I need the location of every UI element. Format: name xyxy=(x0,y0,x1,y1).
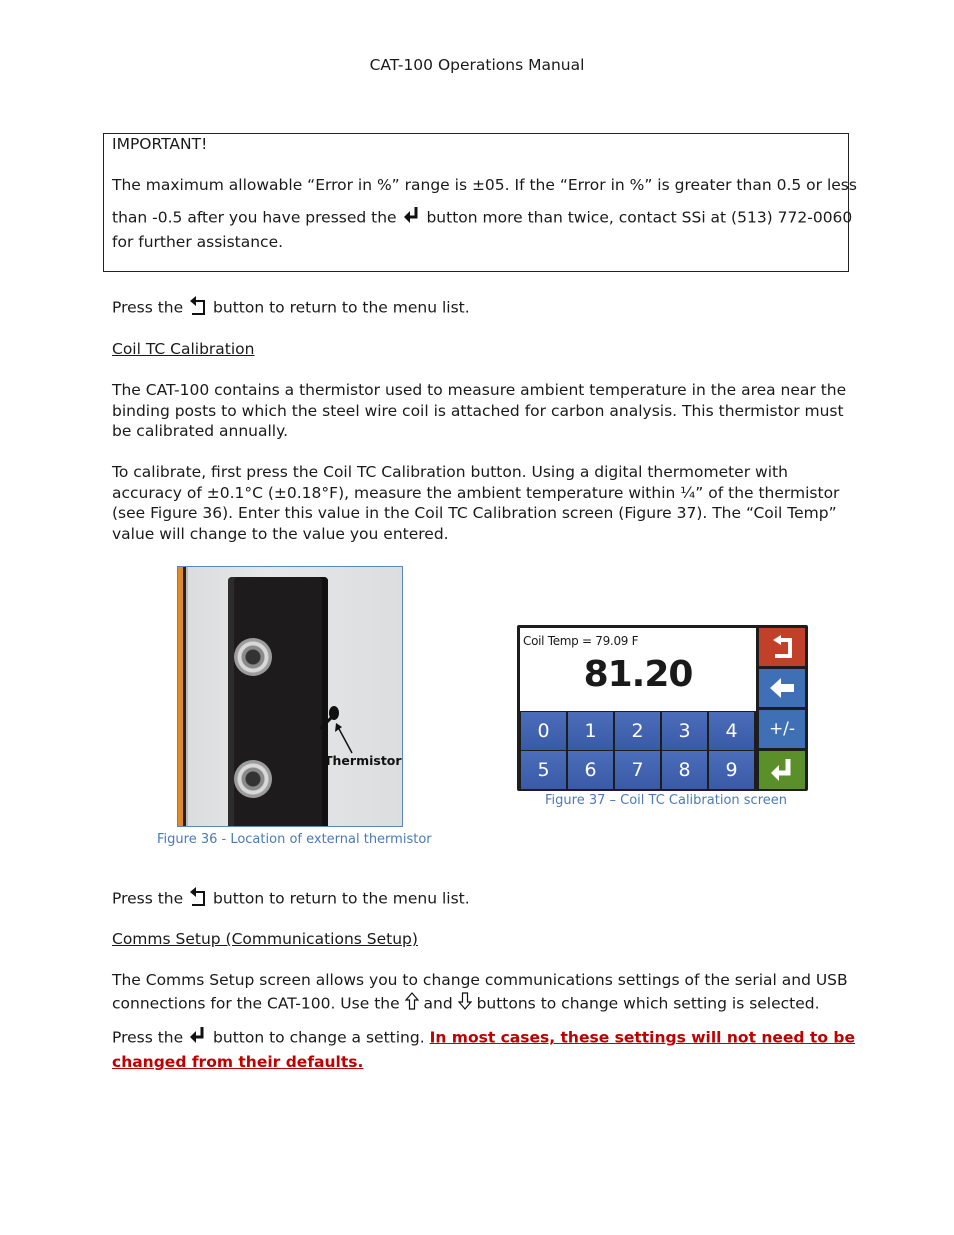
important-line-1: The maximum allowable “Error in %” range is ±05. If the “Error in %” is greater than 0.5 or less xyxy=(112,176,857,194)
key-1[interactable]: 1 xyxy=(568,712,613,750)
figure-37-caption: Figure 37 – Coil TC Calibration screen xyxy=(545,793,787,808)
thermistor-label: Thermistor xyxy=(324,753,402,768)
coil-tc-heading: Coil TC Calibration xyxy=(112,340,255,358)
press-return-2b: button to return to the menu list. xyxy=(213,889,470,908)
comms-press-b: button to change a setting. xyxy=(213,1028,425,1047)
enter-icon xyxy=(188,1025,208,1051)
binding-post-top xyxy=(234,638,272,676)
comms-line-2c: buttons to change which setting is selected. xyxy=(476,994,820,1013)
thermistor-pointer xyxy=(308,697,358,757)
press-return-1 xyxy=(112,294,470,322)
return-icon xyxy=(188,294,208,322)
press-return-2 xyxy=(112,885,470,913)
warning-text-2: changed from their defaults. xyxy=(112,1053,364,1071)
value-display xyxy=(520,628,756,711)
down-arrow-icon xyxy=(458,992,472,1016)
warning-text-1: In most cases, these settings will not need to be xyxy=(429,1028,855,1047)
page-header: CAT-100 Operations Manual xyxy=(369,56,585,74)
important-line-3: for further assistance. xyxy=(112,233,284,251)
important-line-2 xyxy=(112,205,852,231)
important-line-2b: button more than twice, contact SSi at (513) 772-0060 xyxy=(426,208,853,227)
press-return-2a: Press the xyxy=(112,889,184,908)
key-3[interactable]: 3 xyxy=(662,712,707,750)
key-9[interactable]: 9 xyxy=(709,751,754,789)
key-5[interactable]: 5 xyxy=(521,751,566,789)
back-arrow-icon xyxy=(768,676,796,700)
comms-line-1: The Comms Setup screen allows you to change communications settings of the serial and USB xyxy=(112,971,848,989)
up-arrow-icon xyxy=(405,992,419,1016)
key-4[interactable]: 4 xyxy=(709,712,754,750)
enter-button[interactable] xyxy=(759,751,805,789)
binding-post-bottom xyxy=(234,760,272,798)
key-0[interactable]: 0 xyxy=(521,712,566,750)
comms-line-2 xyxy=(112,992,820,1016)
key-7[interactable]: 7 xyxy=(615,751,660,789)
press-return-1b: button to return to the menu list. xyxy=(213,298,470,317)
important-line-2a: than -0.5 after you have pressed the xyxy=(112,208,397,227)
para1-line: be calibrated annually. xyxy=(112,422,288,440)
para2-line: To calibrate, first press the Coil TC Calibration button. Using a digital thermometer with xyxy=(112,463,788,481)
comms-heading: Comms Setup (Communications Setup) xyxy=(112,930,418,948)
coil-temp-readout: Coil Temp = 79.09 F xyxy=(523,634,639,648)
para1-line: binding posts to which the steel wire coil is attached for carbon analysis. This thermistor must xyxy=(112,401,844,420)
coil-tc-para-1 xyxy=(112,380,846,442)
enter-icon xyxy=(769,757,795,783)
comms-press-line xyxy=(112,1025,855,1051)
comms-line-2a: connections for the CAT-100. Use the xyxy=(112,994,400,1013)
figure-36-caption: Figure 36 - Location of external thermistor xyxy=(157,832,432,847)
comms-press-a: Press the xyxy=(112,1028,184,1047)
press-return-1a: Press the xyxy=(112,298,184,317)
enter-icon xyxy=(402,205,422,231)
entered-value: 81.20 xyxy=(583,654,693,695)
housing-edge xyxy=(178,567,188,827)
key-6[interactable]: 6 xyxy=(568,751,613,789)
comms-line-2b: and xyxy=(423,994,453,1013)
coil-tc-calibration-screen xyxy=(517,625,808,791)
key-2[interactable]: 2 xyxy=(615,712,660,750)
return-icon xyxy=(769,634,795,660)
important-heading: IMPORTANT! xyxy=(112,135,208,153)
plus-minus-button[interactable]: +/- xyxy=(759,710,805,748)
para2-line: accuracy of ±0.1°C (±0.18°F), measure the ambient temperature within ¼” of the thermistor xyxy=(112,483,840,502)
para2-line: value will change to the value you entered. xyxy=(112,524,449,543)
return-icon xyxy=(188,885,208,913)
para2-line: (see Figure 36). Enter this value in the Coil TC Calibration screen (Figure 37). The “Coil Temp” xyxy=(112,504,837,522)
backspace-button[interactable] xyxy=(759,669,805,707)
return-button[interactable] xyxy=(759,628,805,666)
key-8[interactable]: 8 xyxy=(662,751,707,789)
thermistor-photo xyxy=(177,566,403,827)
para1-line: The CAT-100 contains a thermistor used to measure ambient temperature in the area near the xyxy=(112,381,847,399)
coil-tc-para-2 xyxy=(112,462,839,544)
